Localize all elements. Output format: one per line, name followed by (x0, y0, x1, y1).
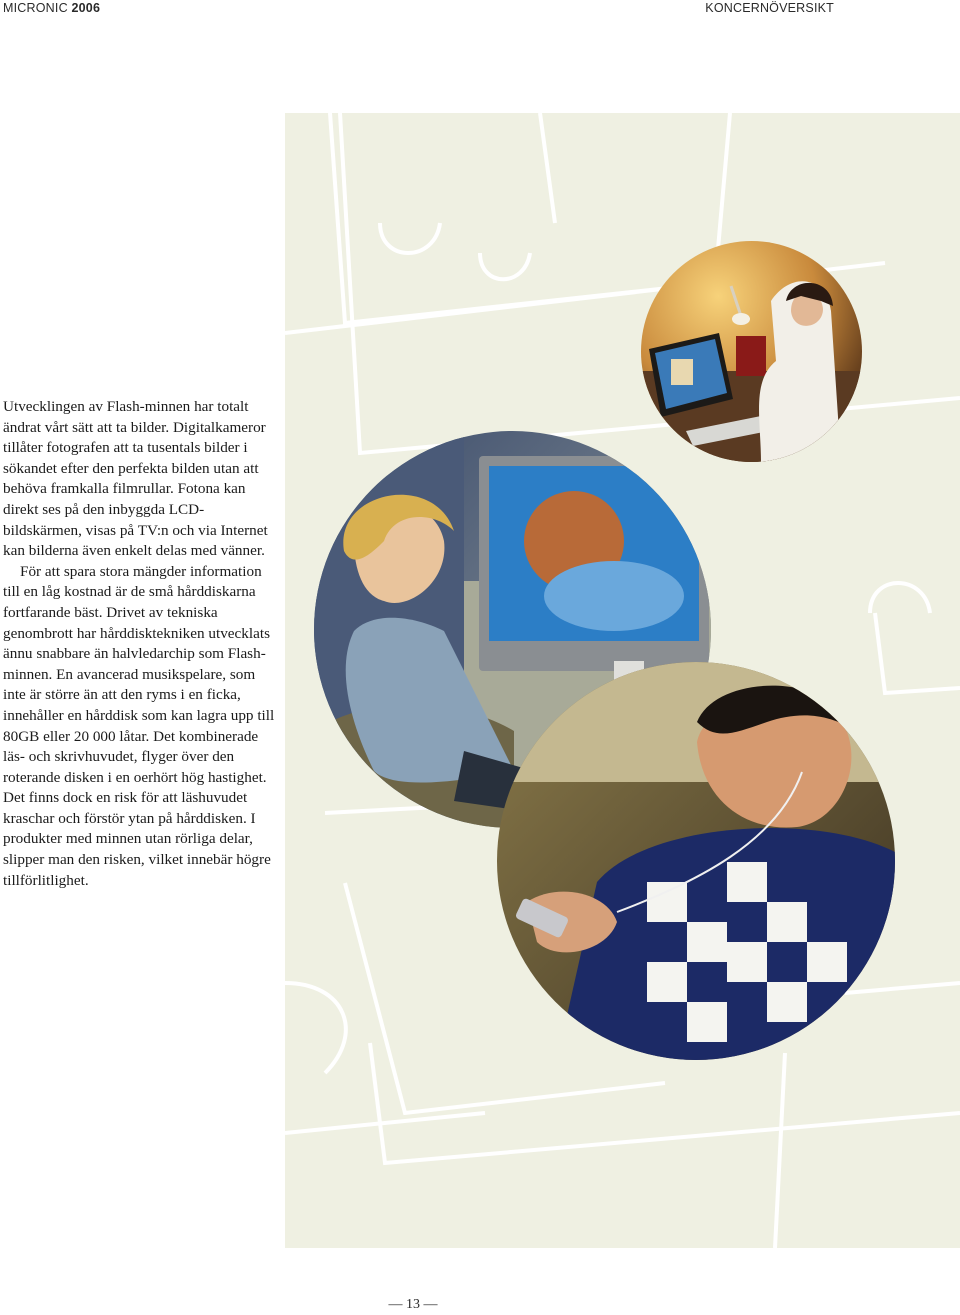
page-number: — 13 — (388, 1297, 438, 1312)
report-year: 2006 (71, 1, 101, 15)
brand-name: MICRONIC (3, 1, 68, 15)
photo-teen-with-music-player (497, 662, 895, 1060)
paragraph-intro: Utvecklingen av Flash-minnen har totalt ändrat vårt sätt att ta bilder. Digitalkameror tillåter fotografen att ta tusentals bilder i sökandet efter den perfekta bilden utan att behöva framkalla filmrullar. Fotona kan direkt ses på den inbyggda LCD-bildskärmen, visas på TV:n och via Internet kan bilderna även enkelt delas med vänner. (3, 398, 268, 560)
running-header-left (3, 1, 100, 15)
article-body (3, 397, 278, 891)
photo-woman-at-computer (641, 241, 862, 462)
running-header-section: KONCERNÖVERSIKT (705, 1, 834, 15)
paragraph-harddisk: För att spara stora mängder information till en låg kostnad är de små hårddiskarna fortfarande bäst. Drivet av tekniska genombrott har hårddisktekniken utvecklats ännu snabbare än halvledarchip som Flash-minnen. En avancerad musikspelare, som inte är större än att den ryms i en ficka, innehåller en hårddisk som kan lagra upp till 80GB eller 20 000 låtar. Det kombinerade läs- och skrivhuvudet, flyger över den roterande disken i en oerhört hög hastighet. Det finns dock en risk för att läshuvudet kraschar och förstör ytan på hårddisken. I produkter med minnen utan rörliga delar, slipper man den risken, vilket innebär högre tillförlitlighet. (3, 562, 275, 889)
